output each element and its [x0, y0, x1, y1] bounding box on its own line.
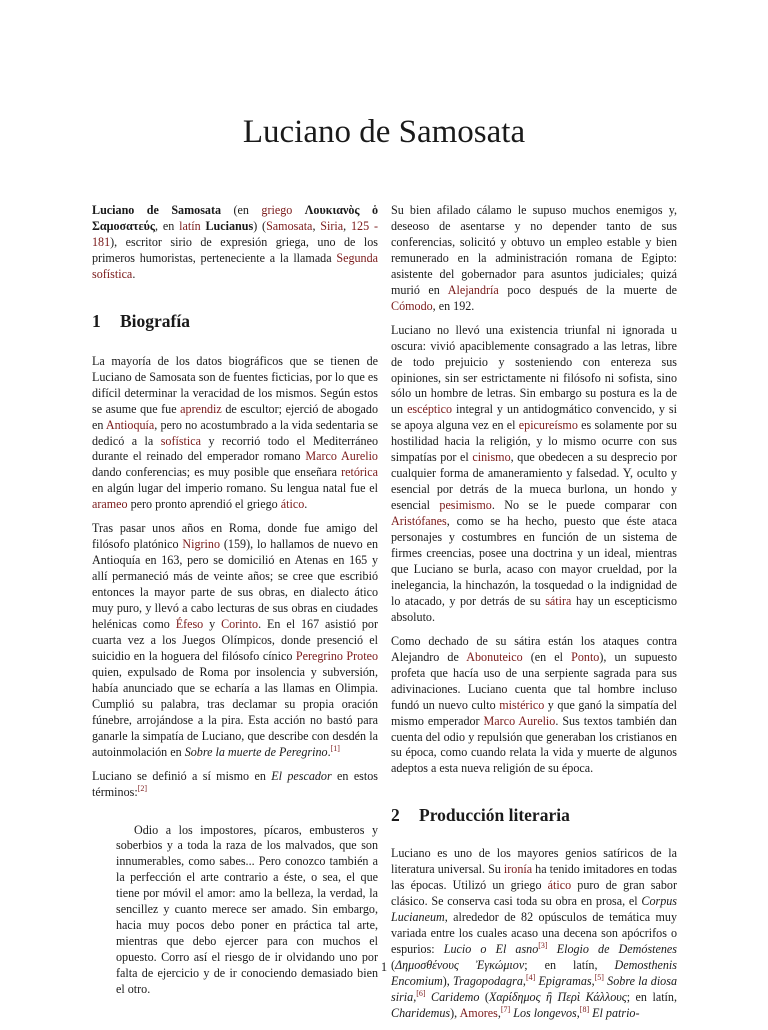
paragraph: Su bien afilado cálamo le supuso muchos enemigos y, deseoso de asentarse y no depender tanto de sus conferencias, solicitó y obtuvo un empleo estable y bien remunerado en la administración romana de Egipto: asistente del gobernador para asuntos judiciales; quizá murió en Alejandría poco después de la muerte de Cómodo, en 192.: [391, 203, 677, 313]
right-column: [391, 203, 677, 1030]
link-amores[interactable]: Amores: [459, 1005, 498, 1020]
link-aristofanes[interactable]: Aristófanes: [391, 514, 447, 529]
work-title: Caridemo: [431, 989, 480, 1004]
link-satira[interactable]: sátira: [545, 593, 572, 608]
reference-4[interactable]: [4]: [525, 972, 536, 982]
block-quote: Odio a los impostores, pícaros, embusteros y soberbios y a toda la raza de los malvados, que son innumerables, como sabes... Pero conozco también a la perfección el arte contrario a éste, o sea, el que tiene por móvil el amor: amo la belleza, la verdad, la sencillez y cuanto merece ser amado. Sin embargo, hacia muy pocos debo poner en práctica tal arte, mientras que debo ejercer para con muchos el opuesto. Corro así el riesgo de ir olvidando uno por falta de ejercicio y de ir conociendo demasiado bien el otro.: [116, 822, 378, 997]
link-esceptico[interactable]: escéptico: [407, 402, 453, 417]
work-title: Sobre la diosa siria: [391, 973, 677, 1004]
link-griego[interactable]: griego: [261, 203, 293, 217]
link-antioquia[interactable]: Antioquía: [105, 417, 155, 432]
work-title: El patrio-: [592, 1005, 640, 1020]
paragraph: Como dechado de su sátira están los ataques contra Alejandro de Abonuteico (en el Ponto), un supuesto profeta que hacía uso de una serpiente sagrada para sus adivinaciones. Luciano cuenta que tal hombre incluso fundó un nuevo culto mistérico y que ganó la simpatía del mismo emperador Marco Aurelio. Sus textos también dan cuenta del odio y repulsión que generaban los cristianos en su época, como cuando relata la vida y muerte de algunos adeptos a esta nueva religión de su época.: [391, 633, 678, 776]
reference-5[interactable]: [5]: [594, 972, 604, 982]
work-title: Δημοσθένους Ἐγκώμιον: [395, 958, 525, 973]
page-title: Luciano de Samosata: [242, 114, 526, 150]
reference-3[interactable]: [3]: [538, 941, 548, 951]
work-title: Χαρίδημος ἢ Περὶ Κάλλους: [488, 989, 627, 1004]
reference-2[interactable]: [2]: [137, 783, 148, 793]
intro-paragraph: Luciano de Samosata (en griego Λουκιανὸς ὁ Σαμοσατεύς, en latín Lucianus) (Samosata, Siria, 125 - 181), escritor sirio de expresión griega, uno de los primeros humoristas, perteneciente a la llamada Segunda sofística.: [92, 203, 378, 281]
reference-8[interactable]: [8]: [579, 1004, 590, 1014]
link-ponto[interactable]: Ponto: [571, 649, 600, 664]
section-heading-biografia: 1 Biografía: [92, 310, 190, 331]
link-retorica[interactable]: retórica: [341, 465, 378, 480]
link-pesimismo[interactable]: pesimismo: [439, 498, 492, 513]
link-comodo[interactable]: Cómodo: [391, 298, 433, 313]
link-segunda-sofistica[interactable]: Segunda sofística: [92, 250, 378, 281]
left-column: [92, 203, 378, 998]
link-sofistica[interactable]: sofística: [160, 433, 202, 448]
paragraph: La mayoría de los datos biográficos que se tienen de Luciano de Samosata son de fuentes ficticias, por lo que es difícil determinar la veracidad de los mismos. Según estos se asume que fue aprendiz de escultor; ejerció de abogado en Antioquía, pero no acostumbrado a la vida sedentaria se dedicó a la sofística y recorrió todo el Mediterráneo durante el reinado del emperador romano Marco Aurelio dando conferencias; es muy posible que enseñara retórica en algún lugar del imperio romano. Su lengua natal fue el arameo pero pronto aprendió el griego ático.: [92, 353, 378, 512]
link-corinto[interactable]: Corinto: [221, 617, 259, 632]
link-years[interactable]: 125 - 181: [92, 218, 378, 249]
link-samosata[interactable]: Samosata: [266, 218, 313, 233]
work-title: Corpus Lucianeum: [391, 894, 677, 925]
paragraph: Tras pasar unos años en Roma, donde fue amigo del filósofo platónico Nigrino (159), lo hallamos de nuevo en Antioquía en 163, pero se domicilió en Atenas en 165 y allí permaneció más de veinte años; se cree que escribió entonces la mayor parte de sus obras, en dialecto ático muy puro, y llevó a cabo lecturas de sus obras en ciudades helénicas como Éfeso y Corinto. En el 167 asistió por cuarta vez a los Juegos Olímpicos, donde presenció el suicidio en la hoguera del filósofo cínico Peregrino Proteo quien, expulsado de Roma por insolencia y subversión, había anunciado que se echaría a las llamas en Olimpia. Cumplió su palabra, tras declamar su propia oración fúnebre, arrojándose a la pira. Esta acción no bastó para ganarle la simpatía de Luciano, que describe con desdén la autoinmolación en Sobre la muerte de Peregrino.[1]: [92, 521, 378, 759]
link-cinismo[interactable]: cinismo: [472, 450, 511, 465]
link-misterico[interactable]: mistérico: [499, 697, 545, 712]
link-abonuteico[interactable]: Abonuteico: [466, 649, 523, 664]
work-title: Tragopodagra: [453, 973, 523, 988]
section-heading-produccion: 2 Producción literaria: [391, 805, 570, 826]
link-alejandria[interactable]: Alejandría: [447, 282, 499, 297]
page-number: 1: [380, 960, 388, 974]
work-title: Demosthenis Encomium: [391, 958, 677, 988]
link-aprendiz[interactable]: aprendiz: [180, 401, 222, 416]
link-atico[interactable]: ático: [280, 497, 305, 512]
work-title: Sobre la muerte de Peregrino: [184, 744, 328, 759]
paragraph: Luciano se definió a sí mismo en El pescador en estos términos:[2]: [92, 768, 379, 799]
work-title: Charidemus: [391, 1005, 451, 1020]
link-nigrino[interactable]: Nigrino: [182, 537, 221, 552]
link-marco-aurelio[interactable]: Marco Aurelio: [305, 449, 378, 464]
work-title: Epigramas: [538, 973, 592, 988]
paragraph: Luciano no llevó una existencia triunfal ni ignorada u oscura: vivió apaciblemente consagrado a las letras, libre de todo prejuicio y sosteniendo con entereza sus opiniones, sin ser estrictamente ni filósofo ni sofista, sino sólo un hombre de letras. Sin embargo su postura es la de un escéptico integral y un antidogmático convencido, y si se apoya alguna vez en el epicureísmo es solamente por su hostilidad hacia la religión, y lo mismo ocurre con sus simpatías por el cinismo, que obedecen a su desprecio por cualquier forma de amaneramiento y falsedad. Y, oculto y esencial por detrás de la mueca burlona, un hondo y esencial pesimismo. No se le puede comparar con Aristófanes, como se ha hecho, puesto que éste ataca personajes y costumbres en función de un sistema de firmes creencias, posee una doctrina y un ideal, mientras que Luciano se burla, acaso con mayor crueldad, por la inelegancia, la hinchazón, la tosquedad o la indignidad de lo atacado, y por detrás de su sátira hay un escepticismo absoluto.: [391, 322, 678, 624]
link-efeso[interactable]: Éfeso: [175, 617, 204, 632]
link-peregrino-proteo[interactable]: Peregrino Proteo: [295, 648, 378, 663]
link-siria[interactable]: Siria: [320, 218, 344, 233]
reference-1[interactable]: [1]: [330, 743, 340, 753]
link-epicureismo[interactable]: epicureísmo: [518, 418, 578, 433]
article-name: Luciano de Samosata: [92, 203, 222, 217]
link-arameo[interactable]: arameo: [92, 497, 128, 512]
link-atico[interactable]: ático: [547, 878, 572, 893]
work-title: Elogio de Demóstenes: [556, 942, 677, 957]
link-ironia[interactable]: ironía: [503, 862, 533, 877]
latin-name: Lucianus: [200, 218, 254, 233]
paragraph: Luciano es uno de los mayores genios satíricos de la literatura universal. Su ironía ha tenido imitadores en todas las épocas. Utilizó un griego ático puro de gran sabor clásico. Se conserva casi toda su obra en prosa, el Corpus Lucianeum, alrededor de 82 opúsculos de temática muy variada entre los cuales acaso una decena son apócrifos o espurios: Lucio o El asno[3] Elogio de Demóstenes (Δημοσθένους Ἐγκώμιον; en latín, Demosthenis Encomium), Tragopodagra,[4] Epigramas,[5] Sobre la diosa siria,[6] Caridemo (Χαρίδημος ἢ Περὶ Κάλλους; en latín, Charidemus), Amores,[7] Los longevos,[8] El patrio-: [391, 846, 677, 1020]
link-marco-aurelio[interactable]: Marco Aurelio: [483, 713, 556, 728]
link-latin[interactable]: latín: [179, 218, 201, 233]
reference-6[interactable]: [6]: [416, 988, 426, 998]
work-title: El pescador: [271, 768, 332, 783]
work-title: Lucio o El asno: [443, 942, 539, 957]
reference-7[interactable]: [7]: [500, 1004, 511, 1014]
work-title: Los longevos: [513, 1005, 577, 1020]
greek-name: Λουκιανὸς ὁ Σαμοσατεύς: [92, 203, 378, 233]
